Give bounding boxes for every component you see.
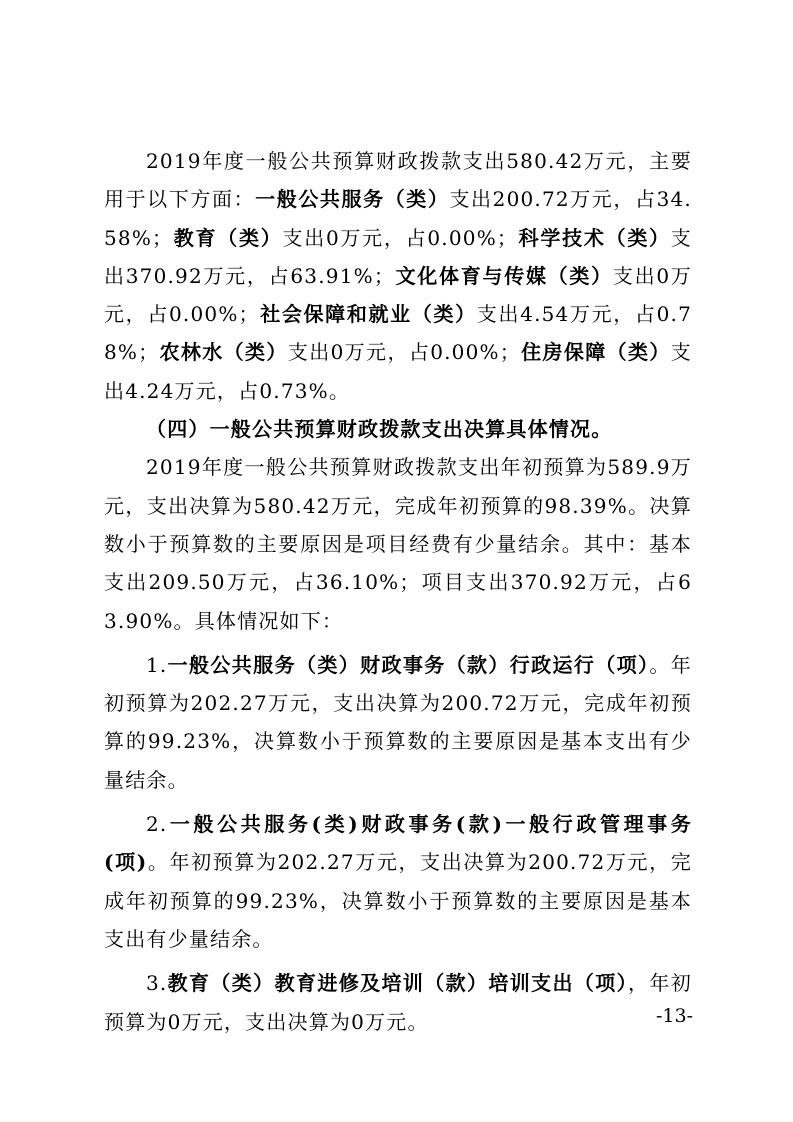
section-heading [104,410,692,448]
category-label: 农林水（类） [159,340,288,365]
item-title: 一般公共服务（类）财政事务（款）行政运行（项） [167,652,650,677]
page-number: -13- [655,1005,693,1027]
item-3 [104,964,692,1041]
paragraph-expenditure-summary [104,142,692,410]
item-text: 。年初预算为202.27万元，支出决算为200.72万元，完成年初预算的99.23%，决算数小于预算数的主要原因是基本支出有少量结余。 [104,652,692,792]
text-run: 支出4.54万元，占0.78%； [104,302,693,365]
item-1 [104,646,692,799]
text-run: 支出4.24万元，占0.73%。 [104,340,692,403]
category-label: 教育（类） [173,225,283,250]
item-number: 2. [146,812,168,837]
item-number: 1. [146,652,168,677]
text-run: 支出0万元，占0.00%； [104,263,692,327]
text-run: 2019年度一般公共预算财政拨款支出580.42万元，主要用于以下方面： [104,149,692,212]
text-run: 支出0万元，占0.00%； [282,225,519,250]
category-label: 一般公共服务（类） [255,187,450,212]
document-body [104,142,692,1041]
item-title: 一般公共服务(类)财政事务(款)一般行政管理事务(项) [104,812,692,875]
text-run: 支出370.92万元，占63.91%； [104,225,692,288]
item-2 [104,805,692,958]
category-label: 科学技术（类） [518,225,671,250]
section-heading-text: （四）一般公共预算财政拨款支出决算具体情况。 [146,417,613,442]
item-number: 3. [146,971,168,996]
category-label: 社会保障和就业（类） [259,302,477,327]
item-text: 。年初预算为202.27万元，支出决算为200.72万元，完成年初预算的99.23%，决算数小于预算数的主要原因是基本支出有少量结余。 [104,850,692,951]
item-text: ，年初预算为0万元，支出决算为0万元。 [104,971,692,1034]
text-run: 支出200.72万元，占34.58%； [104,187,692,250]
item-title: 教育（类）教育进修及培训（款）培训支出（项） [167,971,629,996]
text-run: 支出0万元，占0.00%； [287,340,521,365]
category-label: 文化体育与传媒（类） [395,263,613,288]
text-run: 2019年度一般公共预算财政拨款支出年初预算为589.9万元，支出决算为580.42万元，完成年初预算的98.39%。决算数小于预算数的主要原因是项目经费有少量结余。其中：基本支出209.50万元，占36.10%；项目支出370.92万元，占63.90%。具体情况如下： [104,455,692,633]
category-label: 住房保障（类） [520,340,671,365]
paragraph-detail-overview [104,448,692,639]
